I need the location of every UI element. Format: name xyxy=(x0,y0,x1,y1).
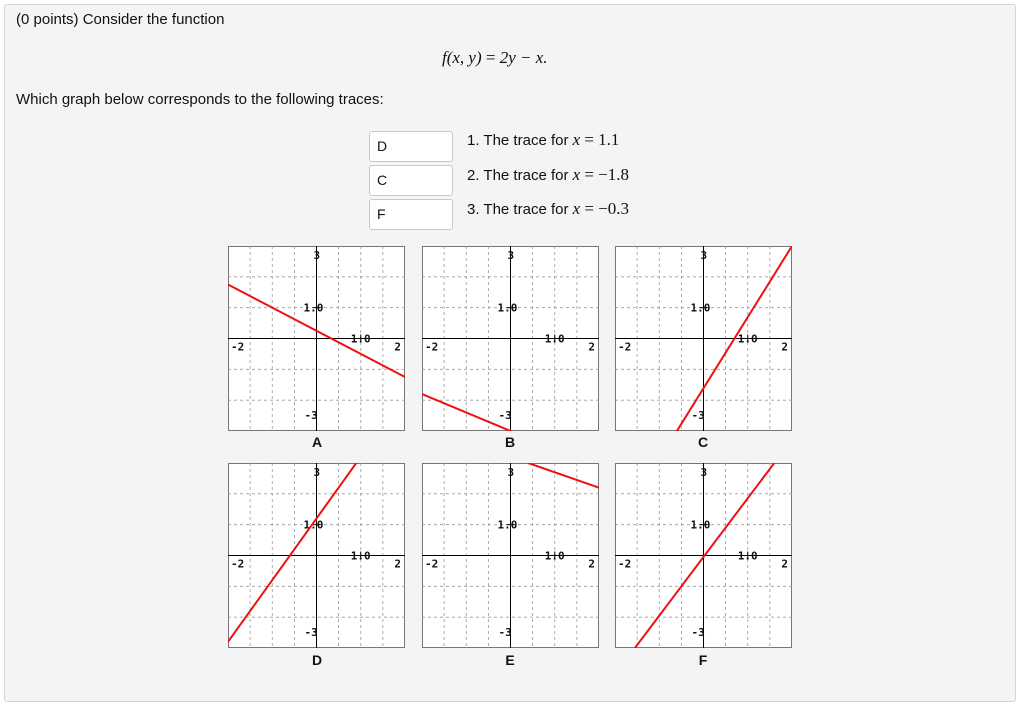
tick-label-y-bottom: -3 xyxy=(498,409,512,422)
answer-input-2[interactable]: C xyxy=(369,165,453,196)
tick-label-x-left: -2 xyxy=(231,557,245,571)
tick-label-y-mid: 1.0 xyxy=(690,301,711,315)
tick-label-y-bottom: -3 xyxy=(304,409,318,422)
trace-3-num: 3. xyxy=(467,201,480,218)
trace-3-var: x xyxy=(572,199,581,218)
tick-label-y-mid: 1.0 xyxy=(497,518,518,532)
tick-label-x-left: -2 xyxy=(231,340,245,354)
tick-label-y-mid: 1.0 xyxy=(303,518,324,532)
tick-label-y-bottom: -3 xyxy=(691,409,705,422)
graph-plot xyxy=(615,463,792,648)
graph-label-b: B xyxy=(504,434,516,450)
tick-label-x-left: -2 xyxy=(425,557,439,571)
graph-label-d: D xyxy=(311,652,323,668)
tick-label-y-top: 3 xyxy=(313,466,321,479)
function-formula xyxy=(442,48,548,68)
tick-label-x-left: -2 xyxy=(618,557,632,571)
trace-2-text: The trace for xyxy=(483,167,569,184)
formula-lhs: f(x, y) xyxy=(442,48,482,67)
tick-label-x-right: 2 xyxy=(394,340,401,354)
trace-3-eq: = xyxy=(584,199,594,218)
graph-plot xyxy=(228,246,405,431)
trace-2 xyxy=(467,165,629,185)
trace-1-num: 1. xyxy=(467,132,480,149)
tick-label-y-bottom: -3 xyxy=(304,626,318,639)
formula-eq: = xyxy=(485,48,496,67)
problem-header: (0 points) Consider the function xyxy=(16,11,225,28)
trace-1 xyxy=(467,130,619,150)
tick-label-x-right: 2 xyxy=(394,557,401,571)
trace-3-value: −0.3 xyxy=(598,199,629,218)
tick-label-y-top: 3 xyxy=(507,249,515,262)
trace-3-text: The trace for xyxy=(483,201,569,218)
graph-label-a: A xyxy=(311,434,323,450)
tick-label-x-right: 2 xyxy=(588,557,595,571)
tick-label-y-mid: 1.0 xyxy=(497,301,518,315)
tick-label-y-mid: 1.0 xyxy=(690,518,711,532)
graph-label-c: C xyxy=(697,434,709,450)
trace-2-num: 2. xyxy=(467,167,480,184)
graph-c xyxy=(615,246,792,431)
tick-label-x-left: -2 xyxy=(425,340,439,354)
trace-3 xyxy=(467,199,629,219)
graph-a xyxy=(228,246,405,431)
tick-label-x-right: 2 xyxy=(781,557,788,571)
graph-d xyxy=(228,463,405,648)
question-text: Which graph below corresponds to the following traces: xyxy=(16,91,384,108)
graph-label-e: E xyxy=(505,652,515,668)
tick-label-y-bottom: -3 xyxy=(498,626,512,639)
tick-label-y-top: 3 xyxy=(313,249,321,262)
tick-label-x-mid: 1.0 xyxy=(350,332,371,346)
graph-plot xyxy=(422,246,599,431)
answer-input-1[interactable]: D xyxy=(369,131,453,162)
graph-f xyxy=(615,463,792,648)
graph-e xyxy=(422,463,599,648)
tick-label-y-top: 3 xyxy=(507,466,515,479)
tick-label-x-mid: 1.0 xyxy=(737,549,758,563)
graph-plot xyxy=(615,246,792,431)
answer-input-3[interactable]: F xyxy=(369,199,453,230)
tick-label-x-right: 2 xyxy=(588,340,595,354)
graph-plot xyxy=(228,463,405,648)
tick-label-y-bottom: -3 xyxy=(691,626,705,639)
trace-2-value: −1.8 xyxy=(598,165,629,184)
tick-label-x-mid: 1.0 xyxy=(544,549,565,563)
trace-2-eq: = xyxy=(584,165,594,184)
tick-label-x-left: -2 xyxy=(618,340,632,354)
tick-label-y-top: 3 xyxy=(700,249,708,262)
graph-plot xyxy=(422,463,599,648)
tick-label-x-mid: 1.0 xyxy=(737,332,758,346)
trace-2-var: x xyxy=(572,165,581,184)
trace-1-text: The trace for xyxy=(483,132,569,149)
formula-rhs: 2y − x. xyxy=(499,48,548,67)
graph-label-f: F xyxy=(698,652,708,668)
tick-label-x-mid: 1.0 xyxy=(544,332,565,346)
tick-label-y-top: 3 xyxy=(700,466,708,479)
trace-1-var: x xyxy=(572,130,581,149)
trace-1-value: 1.1 xyxy=(598,130,620,149)
tick-label-x-right: 2 xyxy=(781,340,788,354)
tick-label-y-mid: 1.0 xyxy=(303,301,324,315)
trace-1-eq: = xyxy=(584,130,594,149)
graph-b xyxy=(422,246,599,431)
tick-label-x-mid: 1.0 xyxy=(350,549,371,563)
